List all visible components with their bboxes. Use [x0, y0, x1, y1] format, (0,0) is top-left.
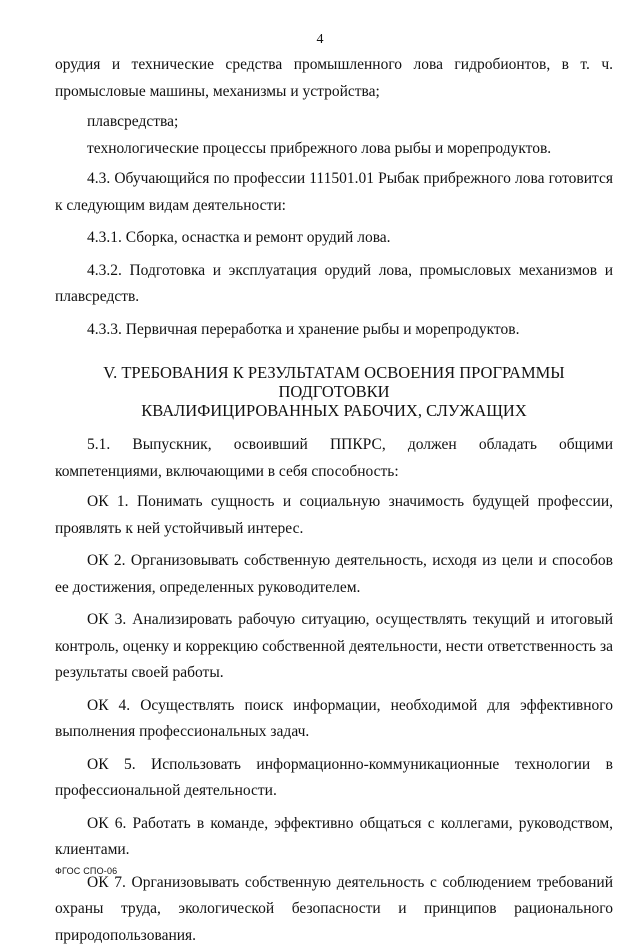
paragraph-4-3-2: 4.3.2. Подготовка и эксплуатация орудий лова, промысловых механизмов и плавсредств.	[55, 258, 613, 311]
section-heading-line-1: V. ТРЕБОВАНИЯ К РЕЗУЛЬТАТАМ ОСВОЕНИЯ ПРОГРАММЫ ПОДГОТОВКИ	[55, 363, 613, 401]
page-number: 4	[0, 32, 640, 48]
paragraph-ok-3: ОК 3. Анализировать рабочую ситуацию, осуществлять текущий и итоговый контроль, оценку и коррекцию собственной деятельности, нести ответственность за результаты своей работы.	[55, 607, 613, 687]
paragraph-4-3: 4.3. Обучающийся по профессии 111501.01 Рыбак прибрежного лова готовится к следующим видам деятельности:	[55, 166, 613, 219]
section-heading-v	[55, 363, 613, 420]
paragraph-fishing-tools: орудия и технические средства промышленного лова гидробионтов, в т. ч. промысловые машины, механизмы и устройства;	[55, 52, 613, 105]
paragraph-tech-processes: технологические процессы прибрежного лова рыбы и морепродуктов.	[55, 136, 613, 163]
paragraph-5-1: 5.1. Выпускник, освоивший ППКРС, должен обладать общими компетенциями, включающими в себя способность:	[55, 432, 613, 485]
paragraph-ok-2: ОК 2. Организовывать собственную деятельность, исходя из цели и способов ее достижения, определенных руководителем.	[55, 548, 613, 601]
paragraph-4-3-1: 4.3.1. Сборка, оснастка и ремонт орудий лова.	[55, 225, 613, 252]
paragraph-watercraft: плавсредства;	[55, 109, 613, 136]
section-heading-line-2: КВАЛИФИЦИРОВАННЫХ РАБОЧИХ, СЛУЖАЩИХ	[55, 401, 613, 420]
paragraph-ok-4: ОК 4. Осуществлять поиск информации, необходимой для эффективного выполнения профессиональных задач.	[55, 693, 613, 746]
paragraph-ok-1: ОК 1. Понимать сущность и социальную значимость будущей профессии, проявлять к ней устойчивый интерес.	[55, 489, 613, 542]
paragraph-ok-7: ОК 7. Организовывать собственную деятельность с соблюдением требований охраны труда, экологической безопасности и принципов рационального природопользования.	[55, 870, 613, 949]
paragraph-ok-5: ОК 5. Использовать информационно-коммуникационные технологии в профессиональной деятельности.	[55, 752, 613, 805]
page-content	[55, 52, 613, 949]
paragraph-ok-6: ОК 6. Работать в команде, эффективно общаться с коллегами, руководством, клиентами.	[55, 811, 613, 864]
footer-standard-code: ФГОС СПО-06	[55, 866, 117, 876]
paragraph-4-3-3: 4.3.3. Первичная переработка и хранение рыбы и морепродуктов.	[55, 317, 613, 344]
